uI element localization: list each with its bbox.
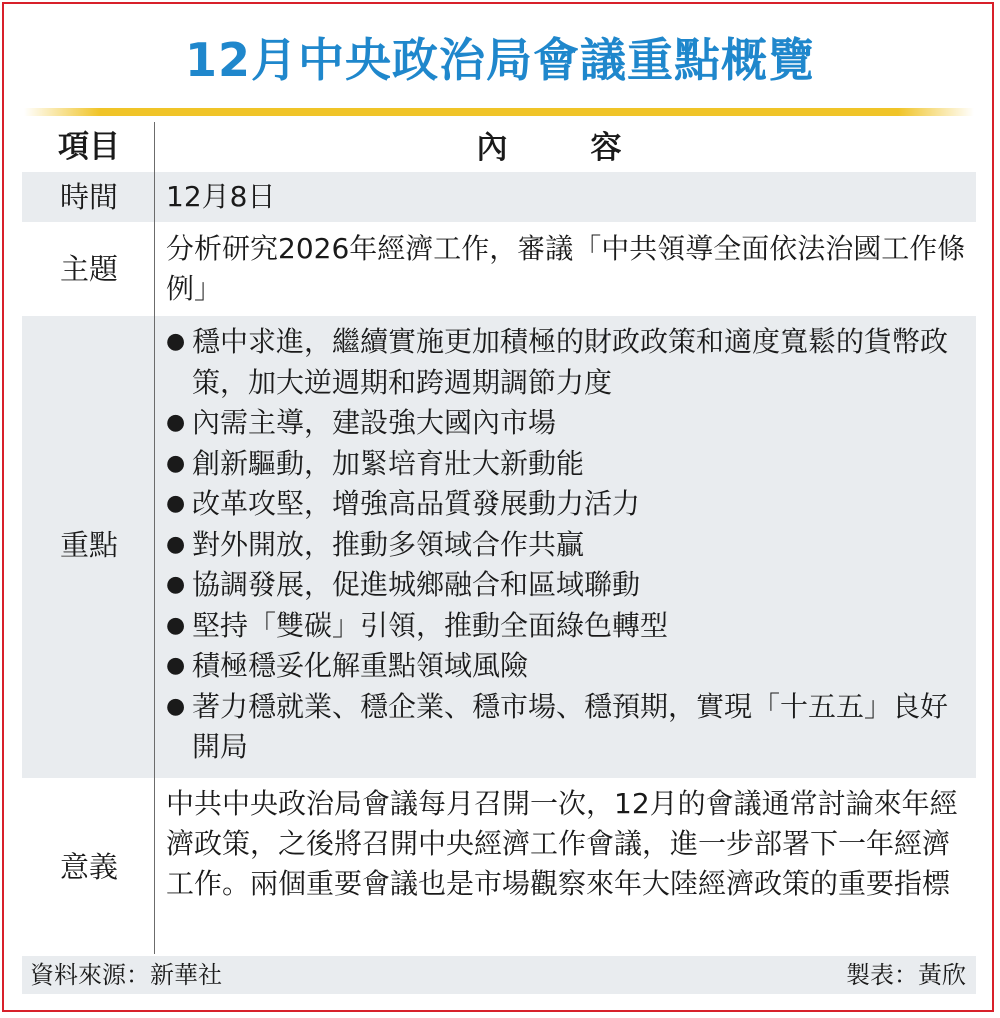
key-point-item	[166, 403, 966, 444]
key-point-text: 穩中求進，繼續實施更加積極的財政政策和適度寬鬆的貨幣政策，加大逆週期和跨週期調節力度	[192, 325, 949, 399]
bullet-icon: ●	[166, 410, 186, 435]
key-point-text: 協調發展，促進城鄉融合和區域聯動	[192, 568, 641, 601]
bullet-icon: ●	[166, 531, 186, 557]
bullet-icon: ●	[166, 653, 186, 678]
table-row-time	[22, 172, 976, 222]
key-point-text: 堅持「雙碳」引領，推動全面綠色轉型	[192, 608, 669, 642]
key-points-label: 重點	[59, 528, 118, 562]
key-point-text: 內需主導，建設強大國內市場	[192, 406, 557, 439]
key-point-text: 著力穩就業、穩企業、穩市場、穩預期，實現「十五五」良好開局	[192, 689, 949, 763]
table-row-key-points	[22, 316, 976, 778]
column-divider	[154, 122, 155, 954]
page-title: 12月中央政治局會議重點概覽	[184, 33, 815, 87]
footer	[22, 956, 976, 994]
bullet-icon: ●	[166, 572, 186, 597]
key-point-text: 創新驅動，加緊培育壯大新動能	[192, 446, 585, 480]
significance-label: 意義	[59, 850, 118, 884]
time-value: 12月8日	[166, 180, 276, 213]
bullet-icon: ●	[166, 693, 186, 719]
key-points-list	[166, 322, 966, 768]
table-row-theme	[22, 222, 976, 316]
key-point-item	[166, 322, 966, 403]
key-point-item	[166, 444, 966, 485]
table-header-row	[22, 122, 976, 172]
title-divider	[24, 108, 974, 116]
bullet-icon: ●	[166, 450, 186, 476]
source-credit: 資料來源：新華社	[30, 961, 222, 989]
header-content: 內 容	[476, 130, 648, 166]
header-item: 項目	[58, 129, 120, 165]
time-label: 時間	[59, 180, 118, 214]
table-row-significance	[22, 778, 976, 954]
bullet-icon: ●	[166, 612, 186, 638]
bullet-icon: ●	[166, 329, 186, 354]
theme-value: 分析研究2026年經濟工作，審議「中共領導全面依法治國工作條例」	[166, 232, 966, 305]
author-credit: 製表：黃欣	[846, 961, 966, 989]
bullet-icon: ●	[166, 491, 186, 516]
key-point-item	[166, 646, 966, 687]
key-point-text: 積極穩妥化解重點領域風險	[192, 649, 529, 682]
key-point-item	[166, 565, 966, 606]
key-point-item	[166, 484, 966, 525]
key-point-item	[166, 606, 966, 647]
key-point-item	[166, 525, 966, 566]
significance-value: 中共中央政治局會議每月召開一次，12月的會議通常討論來年經濟政策，之後將召開中央經濟工作會議，進一步部署下一年經濟工作。兩個重要會議也是市場觀察來年大陸經濟政策的重要指標	[166, 787, 958, 900]
theme-label: 主題	[59, 252, 118, 286]
key-point-text: 改革攻堅，增強高品質發展動力活力	[192, 487, 641, 520]
key-point-item	[166, 687, 966, 768]
key-point-text: 對外開放，推動多領域合作共贏	[192, 527, 585, 561]
